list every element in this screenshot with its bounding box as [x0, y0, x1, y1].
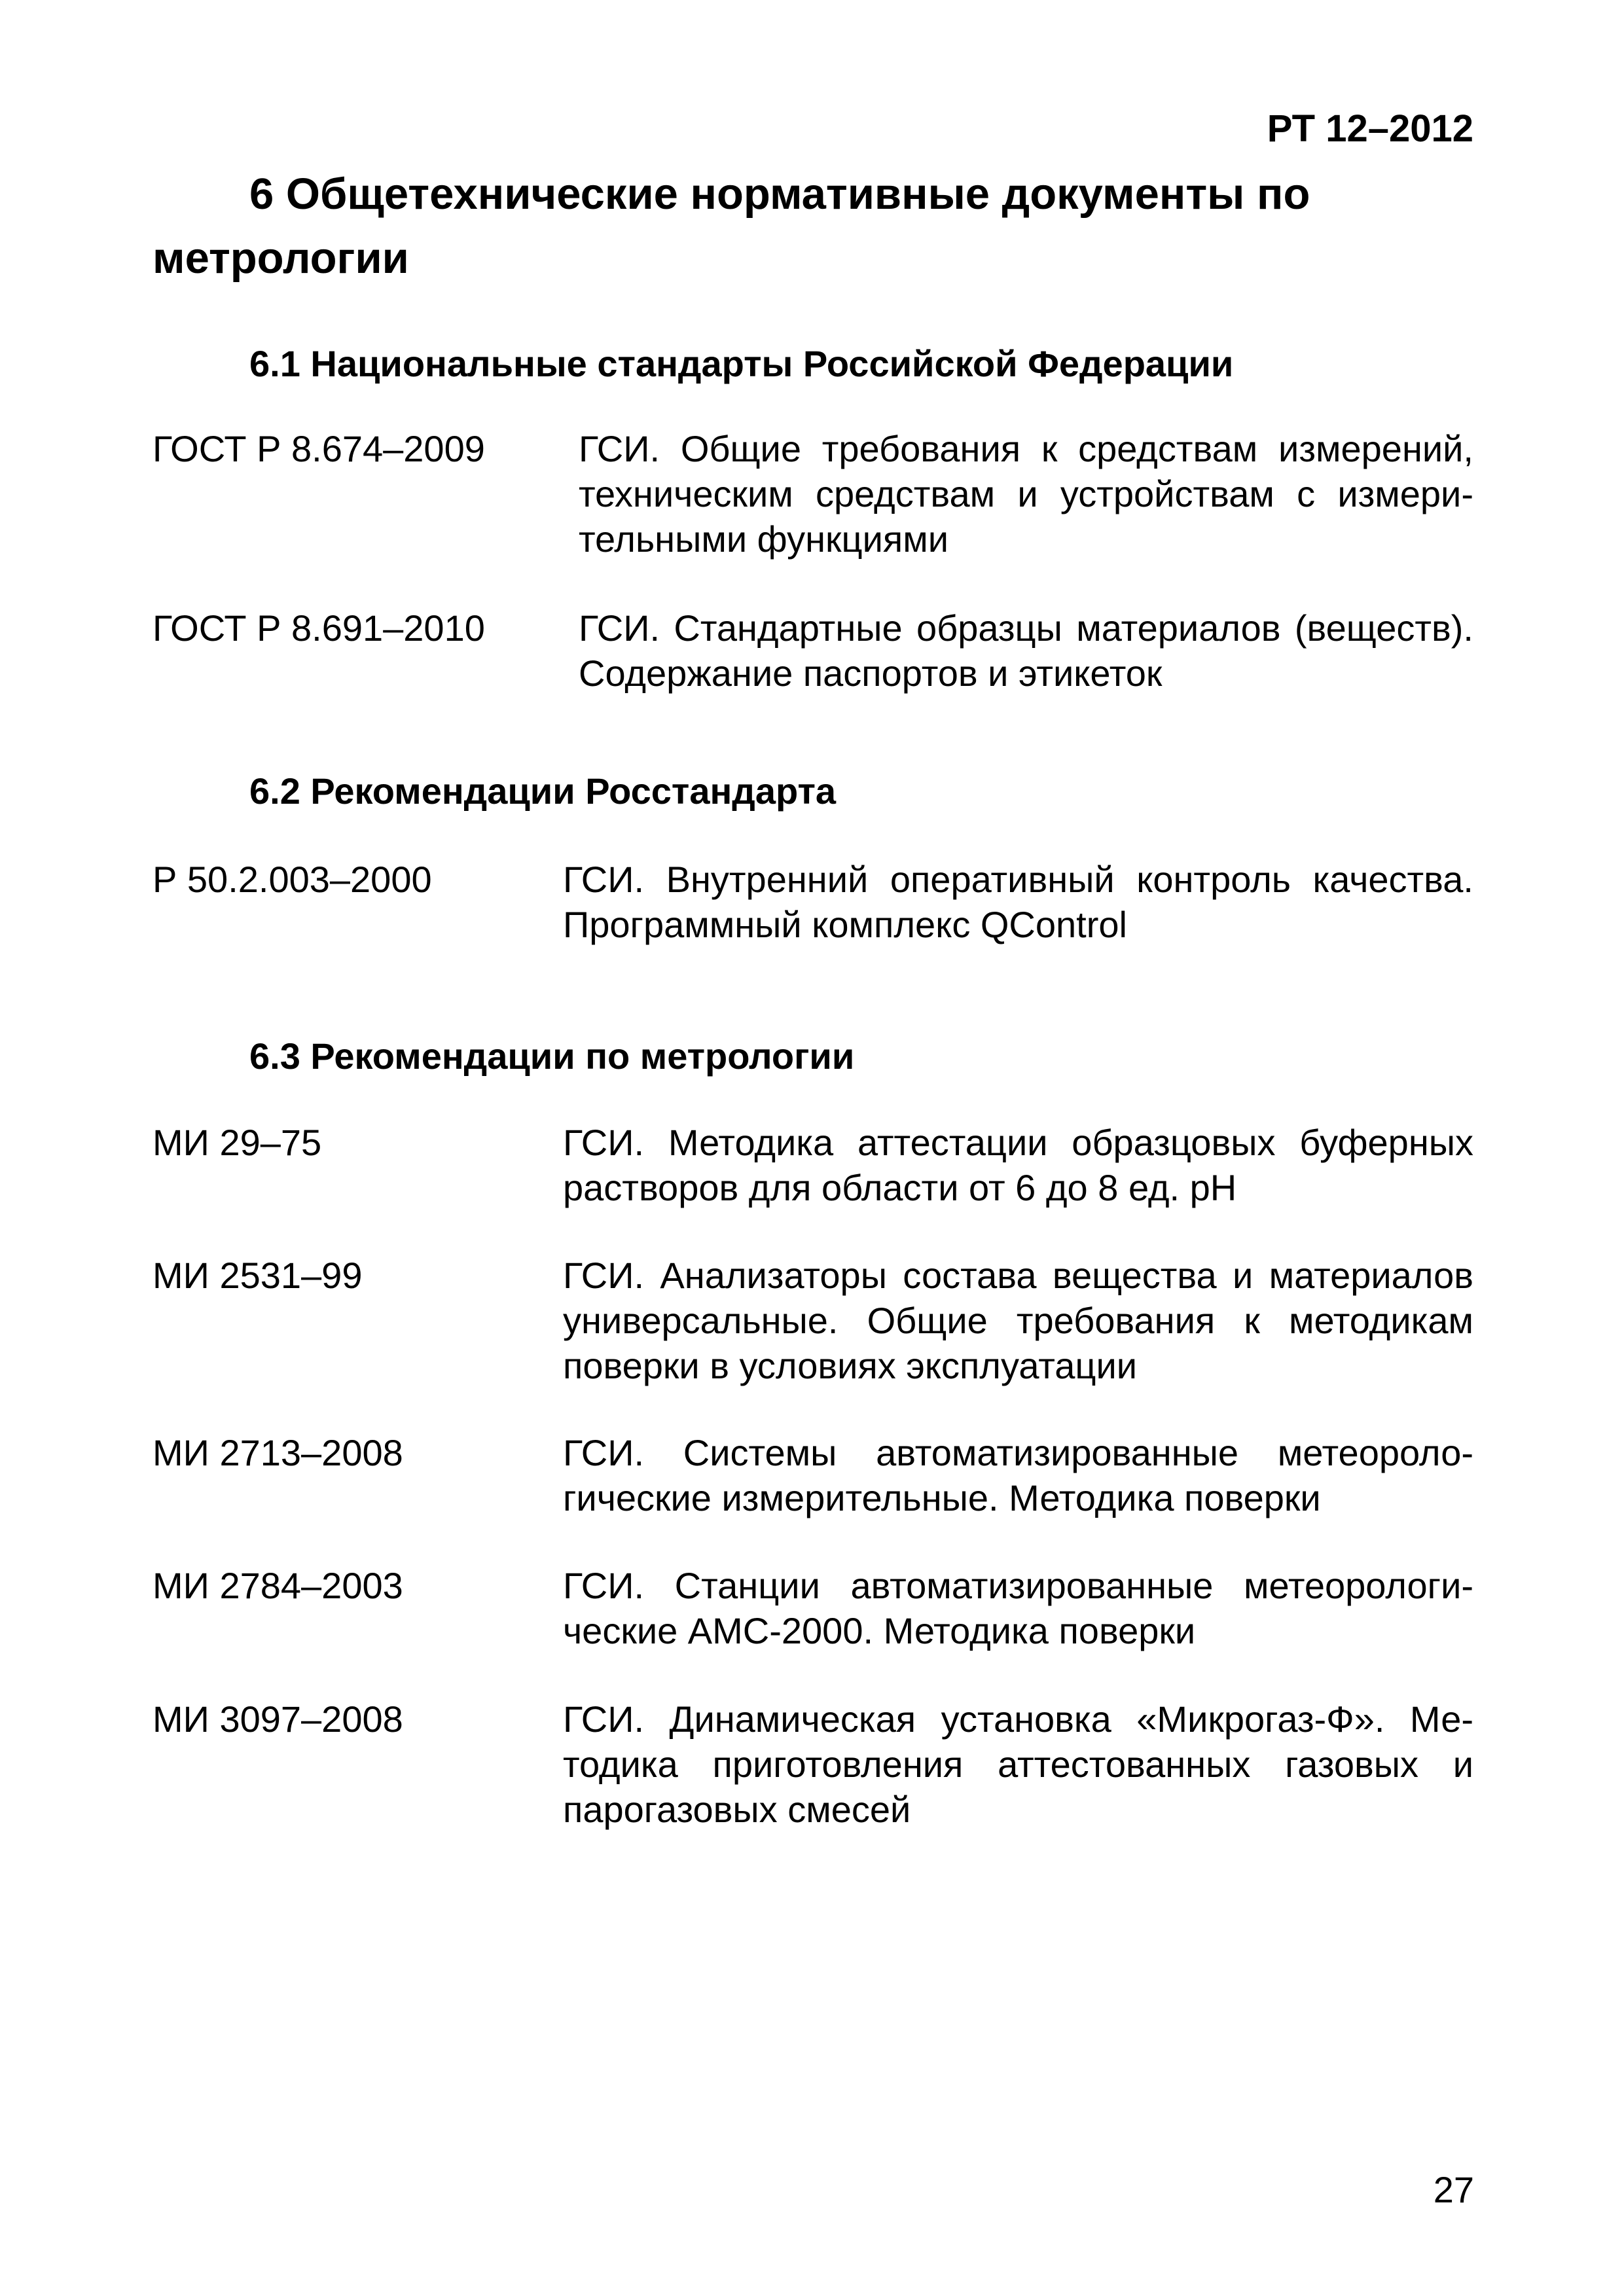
- list-item-r-50-2-003: [153, 857, 1473, 947]
- document-description: ГСИ. Динамическая установка «Микрогаз-Ф». Методика приготовления аттестованных газовых и парогазовых смесей: [563, 1698, 1473, 1830]
- list-item-mi-2531-99: [153, 1253, 1473, 1388]
- document-description: ГСИ. Методика аттестации образцовых буферных растворов для области от 6 до 8 ед. рН: [563, 1122, 1473, 1208]
- subsection-title-national-standards: 6.1 Национальные стандарты Российской Федерации: [249, 343, 1234, 384]
- document-code: МИ 3097–2008: [153, 1698, 403, 1740]
- document-description: ГСИ. Системы автоматизированные метеорологические измерительные. Методика поверки: [563, 1432, 1473, 1518]
- document-code: Р 50.2.003–2000: [153, 859, 432, 900]
- document-description: ГСИ. Станции автоматизированные метеорологические АМС-2000. Методика поверки: [563, 1565, 1473, 1651]
- document-code: МИ 2713–2008: [153, 1432, 403, 1473]
- document-description: ГСИ. Общие требования к средствам измерений, техническим средствам и устройствам с измерительными функциями: [579, 428, 1473, 560]
- document-description: ГСИ. Внутренний оперативный контроль качества. Программный комплекс QControl: [563, 859, 1473, 945]
- document-code: МИ 29–75: [153, 1122, 322, 1163]
- page-number: 27: [1433, 2169, 1474, 2210]
- list-item-mi-29-75: [153, 1120, 1473, 1210]
- list-item-gost-8-674: [153, 426, 1473, 562]
- subsection-title-rosstandart-recommendations: 6.2 Рекомендации Росстандарта: [249, 770, 837, 812]
- section-title: 6 Общетехнические нормативные документы по метрологии: [153, 170, 1310, 283]
- document-code: ГОСТ Р 8.674–2009: [153, 428, 485, 469]
- document-code: МИ 2784–2003: [153, 1565, 403, 1606]
- list-item-gost-8-691: [153, 605, 1473, 696]
- list-item-mi-2713-2008: [153, 1430, 1473, 1520]
- page-header-doc-code: РТ 12–2012: [1267, 107, 1473, 150]
- document-code: МИ 2531–99: [153, 1255, 363, 1296]
- document-code: ГОСТ Р 8.691–2010: [153, 607, 485, 649]
- subsection-title-metrology-recommendations: 6.3 Рекомендации по метрологии: [249, 1035, 855, 1077]
- document-description: ГСИ. Стандартные образцы материалов (веществ). Содержание паспортов и этикеток: [579, 607, 1473, 694]
- list-item-mi-3097-2008: [153, 1696, 1473, 1832]
- document-description: ГСИ. Анализаторы состава вещества и материалов универсальные. Общие требования к методикам поверки в условиях эксплуатации: [563, 1255, 1473, 1386]
- list-item-mi-2784-2003: [153, 1563, 1473, 1653]
